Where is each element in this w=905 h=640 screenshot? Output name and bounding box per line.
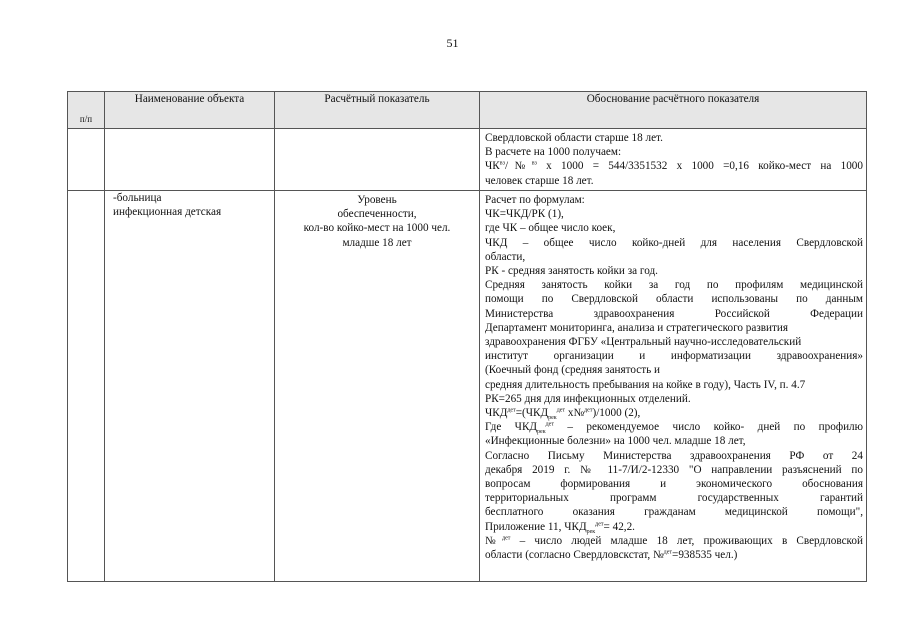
formula-line: Приложение 11, $ЧКД_{рек}^{дет}= 42,2$. (485, 520, 635, 535)
text-line: ЧКД – общее число койко-дней для населения Свердловской (485, 236, 863, 249)
table-row (68, 129, 867, 191)
object-name-line: инфекционная детская (113, 206, 222, 219)
cell-object-name (105, 191, 275, 582)
text-line: Расчет по формулам: (485, 194, 585, 206)
text-line: Департамент мониторинга, анализа и стратегического развития (485, 321, 789, 334)
indicator-line: Уровень (357, 194, 397, 206)
text-line: декабря 2019 г. № 11-7/И/2-12330 "О направлении разъяснений по (485, 463, 863, 476)
header-justification: Обоснование расчётного показателя (480, 92, 867, 129)
text-line: территориальных программ государственных гарантий (485, 492, 863, 505)
text-line: РК - средняя занятость койки за год. (485, 265, 658, 278)
text-line: Свердловской области старше 18 лет. (485, 132, 663, 144)
cell-indicator (275, 191, 480, 582)
header-indicator: Расчётный показатель (275, 92, 480, 129)
text-line: области, (485, 250, 526, 263)
cell-indicator (275, 129, 480, 191)
text-line: «Инфекционные болезни» на 1000 чел. младше 18 лет, (485, 435, 746, 448)
text-line: (Коечный фонд (средняя занятость и (485, 364, 661, 377)
cell-object-name (105, 129, 275, 191)
indicator-line: кол-во койко-мест на 1000 чел. (303, 222, 451, 235)
text-line: бесплатного оказания гражданам медицинской помощи", (485, 506, 863, 519)
indicator-line: обеспеченности, (337, 208, 417, 221)
formula-line: №$^{дет}$ – число людей младше 18 лет, проживающих в Свердловской (485, 534, 863, 547)
page-number: 51 (446, 36, 459, 50)
indicator-line: младше 18 лет (342, 236, 412, 249)
text-line: РК=265 дня для инфекционных отделений. (485, 392, 691, 405)
table-row (68, 191, 867, 582)
text-line: В расчете на 1000 получаем: (485, 146, 622, 159)
text-line: Министерства здравоохранения Российской Федерации (485, 307, 863, 320)
header-object-name: Наименование объекта (105, 92, 275, 129)
cell-justification (480, 129, 867, 191)
text-line: помощи по Свердловской области использованы по данным (485, 293, 863, 306)
header-number: п/п (68, 92, 105, 129)
cell-number (68, 129, 105, 191)
text-line: человек старше 18 лет. (485, 174, 594, 187)
formula-line: $ЧК^{вз}/№^{вз}$ х 1000 = 544/3351532 х 1000 =0,16 койко-мест на 1000 (485, 160, 863, 173)
object-name-line: -больница (113, 192, 162, 204)
cell-justification (480, 191, 867, 582)
text-line: где ЧК – общее число коек, (485, 222, 616, 235)
text-line: Средняя занятость койки за год по профилям медицинской (485, 279, 863, 292)
text-line: вопросам формирования и экономического обоснования (485, 478, 863, 491)
formula-line: $ЧКД^{дет}=(ЧКД_{рек}^{дет}$ х№$^{дет}$)/1000 (2), (485, 407, 641, 422)
text-line: ЧК=ЧКД/РК (1), (485, 208, 564, 221)
formula-line: области (согласно Свердловскстат, №$^{дет}$=938535 чел.) (485, 549, 738, 562)
text-line: здравоохранения ФГБУ «Центральный научно-исследовательский (485, 336, 802, 349)
formula-line: Где $ЧКД_{рек}^{дет}$ – рекомендуемое число койко- дней по профилю (485, 421, 863, 436)
text-line: институт организации и информатизации здравоохранения» (485, 350, 863, 363)
text-line: Согласно Письму Министерства здравоохранения РФ от 24 (485, 449, 863, 462)
calculation-table (67, 91, 867, 582)
table-header-row (68, 92, 867, 129)
text-line: средняя длительность пребывания на койке в году), Часть IV, п. 4.7 (485, 378, 806, 391)
cell-number (68, 191, 105, 582)
